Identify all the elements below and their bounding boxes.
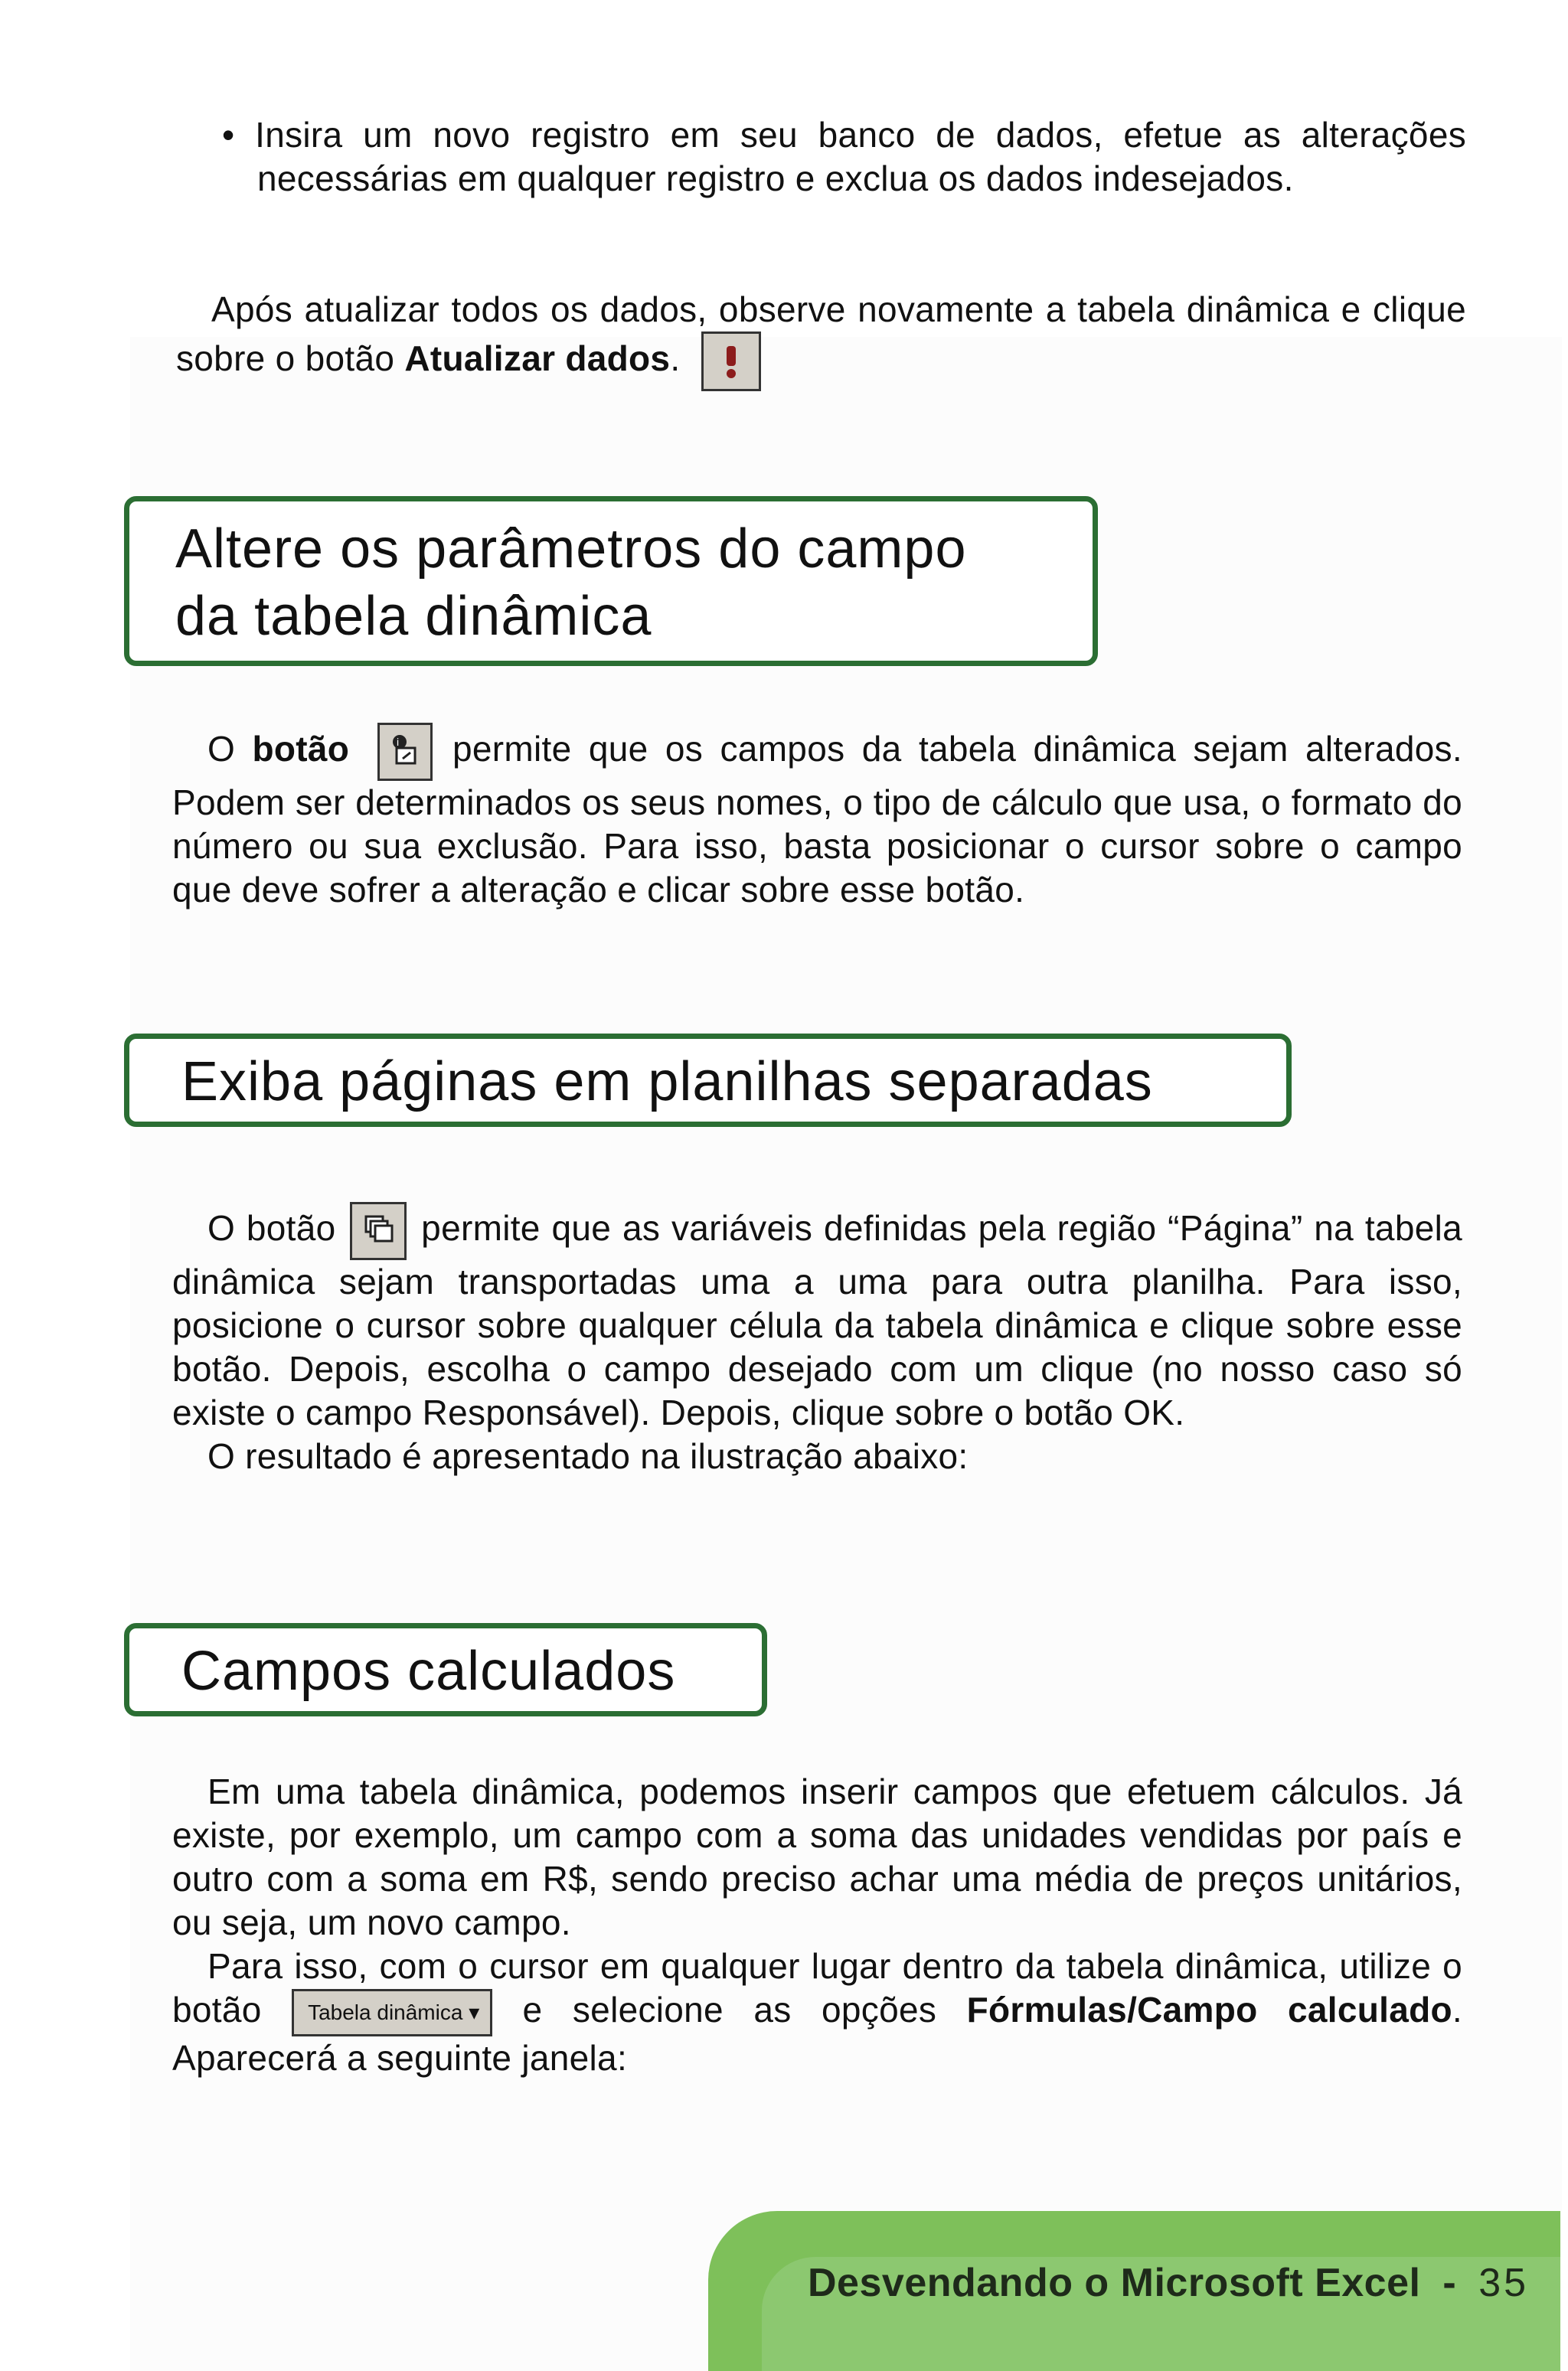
section2-paragraph xyxy=(172,1202,1462,1478)
page-number: 35 xyxy=(1478,2261,1530,2305)
s3-text-2 xyxy=(172,1945,1462,2080)
heading-show-pages: Exiba páginas em planilhas separadas xyxy=(181,1051,1153,1112)
s3-post: . Aparecerá a seguinte janela: xyxy=(172,1990,1462,2078)
s3-text-1: Em uma tabela dinâmica, podemos inserir campos que efetuem cálculos. Já existe, por exemplo, um campo com a soma das unidades vendidas por país e outro com a soma em R$, sendo preciso achar uma média de preços unitários, ou seja, um novo campo. xyxy=(172,1772,1462,1942)
section-heading-calculated-fields xyxy=(124,1623,767,1716)
footer-title xyxy=(808,2257,1529,2309)
pivot-table-dropdown-button[interactable]: Tabela dinâmica ▾ xyxy=(292,1989,492,2036)
s3-mid: e selecione as opções xyxy=(522,1990,967,2030)
intro-paragraph xyxy=(176,288,1466,391)
heading-line-2: da tabela dinâmica xyxy=(175,586,652,647)
section1-text xyxy=(172,723,1462,912)
bullet-text: • Insira um novo registro em seu banco de dados, efetue as alterações necessárias em qualquer registro e exclua os dados indesejados. xyxy=(222,115,1466,198)
footer-separator: - xyxy=(1442,2261,1457,2305)
s1-text: permite que os campos da tabela dinâmica sejam alterados. Podem ser determinados os seus nomes, o tipo de cálculo que usa, o formato do número ou sua exclusão. Para isso, basta posicionar o cursor sobre o campo que deve sofrer a alteração e clicar sobre esse botão. xyxy=(172,729,1462,910)
intro-paragraph-text xyxy=(176,288,1466,391)
s2-text: permite que as variáveis definidas pela região “Página” na tabela dinâmica sejam transportadas uma a uma para outra planilha. Para isso, posicione o cursor sobre qualquer célula da tabela dinâmica e clique sobre esse botão. Depois, escolha o campo desejado com um clique (no nosso caso só existe o campo Responsável). Depois, clique sobre o botão OK. xyxy=(172,1208,1462,1432)
s3-bold: Fórmulas/Campo calculado xyxy=(966,1990,1452,2030)
footer-book-title: Desvendando o Microsoft Excel xyxy=(808,2261,1421,2305)
section3-paragraph xyxy=(172,1770,1462,2080)
heading-calculated-fields: Campos calculados xyxy=(181,1641,676,1702)
footer-band xyxy=(708,2211,1560,2371)
s2-lead: O botão xyxy=(207,1208,336,1249)
show-pages-icon[interactable] xyxy=(350,1202,407,1260)
intro-bullet xyxy=(222,113,1466,201)
intro-text-a: Após atualizar todos os dados, observe novamente a tabela dinâmica e clique sobre o botão xyxy=(176,289,1466,379)
intro-text-b: . xyxy=(670,338,681,379)
heading-line-1: Altere os parâmetros do campo xyxy=(175,518,967,580)
field-settings-icon[interactable] xyxy=(377,723,433,781)
svg-text:i: i xyxy=(396,736,400,748)
s1-bold: botão xyxy=(252,729,350,769)
section-heading-show-pages xyxy=(124,1034,1292,1127)
section1-paragraph xyxy=(172,723,1462,912)
section-heading-field-params xyxy=(124,496,1098,666)
intro-bold: Atualizar dados xyxy=(404,338,671,379)
section2-text xyxy=(172,1202,1462,1435)
s2-result-text: O resultado é apresentado na ilustração abaixo: xyxy=(207,1436,969,1476)
refresh-data-icon[interactable] xyxy=(701,331,761,391)
s1-lead: O xyxy=(207,729,253,769)
s3-pre: Para isso, com o cursor em qualquer lugar dentro da tabela dinâmica, utilize o botão xyxy=(172,1946,1462,2030)
